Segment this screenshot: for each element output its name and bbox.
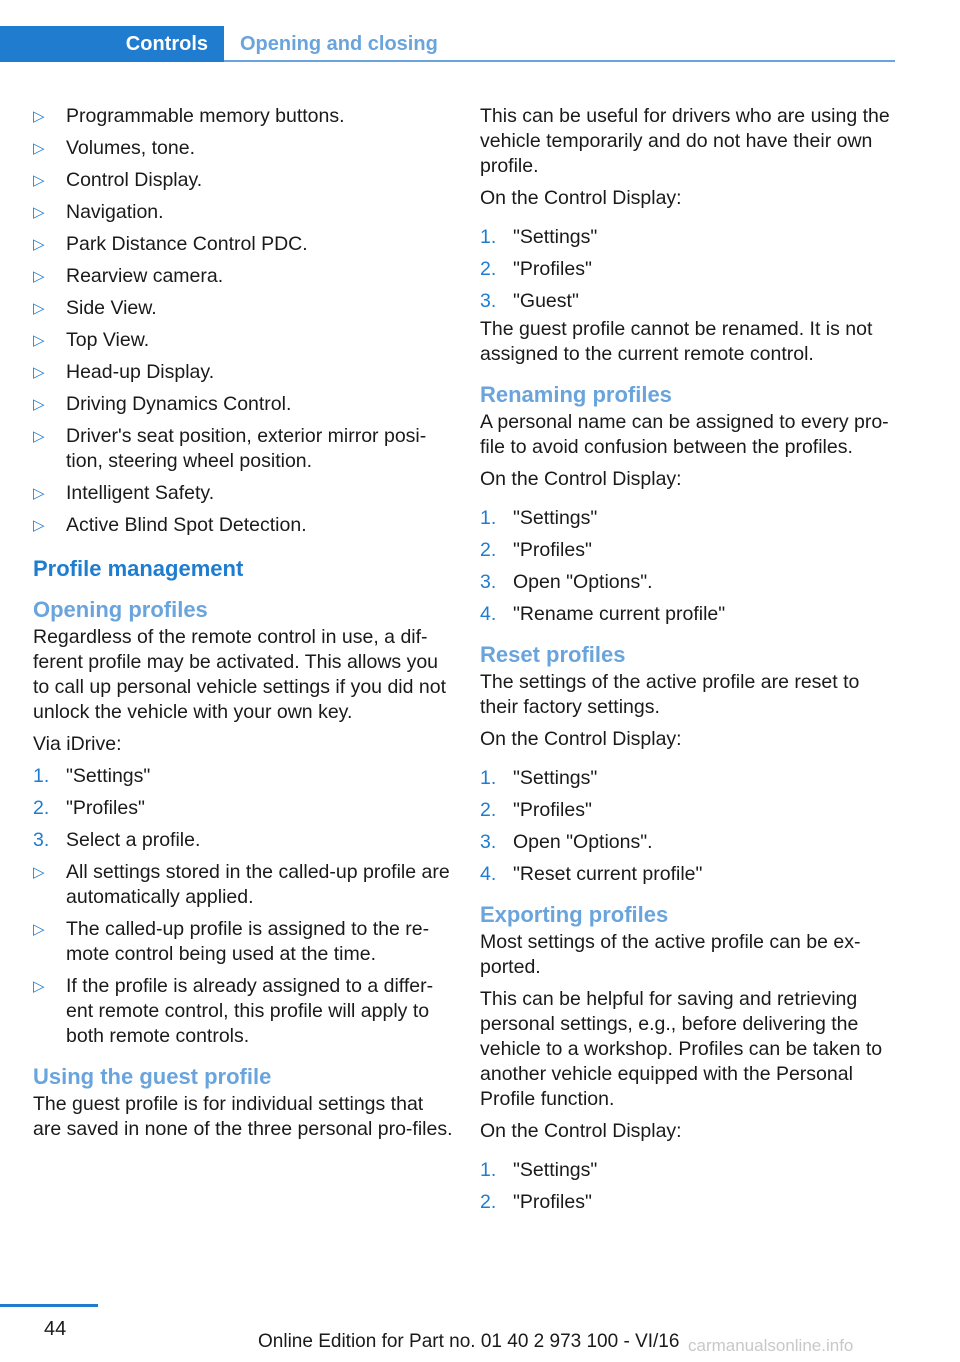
watermark: carmanualsonline.info: [688, 1336, 854, 1355]
bullet-icon: ▷: [33, 396, 45, 413]
bullet-icon: ▷: [33, 921, 45, 938]
list-item: ▷ Park Distance Control PDC.: [33, 233, 308, 255]
bullet-icon: ▷: [33, 204, 45, 221]
opening-notes: [33, 860, 453, 1049]
list-item: ▷ The called-up profile is assigned to the re‐mote control being used at the time.: [33, 918, 430, 965]
list-item: ▷ Driving Dynamics Control.: [33, 393, 292, 415]
subsection-tab: Opening and closing: [240, 32, 438, 55]
on-display-label: On the Control Display:: [480, 1120, 682, 1142]
step-item: 3. Open "Options".: [480, 571, 653, 593]
feature-list: [33, 104, 453, 538]
exporting-steps: [480, 1158, 900, 1215]
renaming-steps: [480, 506, 900, 627]
step-item: 3. "Guest": [480, 290, 579, 312]
reset-steps: [480, 766, 900, 887]
list-item: ▷ Intelligent Safety.: [33, 482, 215, 504]
list-item: ▷ If the profile is already assigned to a differ‐ent remote control, this profile will apply to both remote controls.: [33, 975, 434, 1047]
list-item: ▷ Top View.: [33, 329, 150, 351]
list-item: ▷ All settings stored in the called-up profile are automatically applied.: [33, 861, 450, 908]
step-item: 1. "Settings": [480, 1159, 598, 1181]
page-header: [0, 26, 895, 62]
list-item: ▷ Programmable memory buttons.: [33, 105, 345, 127]
reset-text: The settings of the active profile are reset to their factory settings.: [480, 671, 860, 718]
guest-profile-text: The guest profile is for individual settings that are saved in none of the three personal pro‐files.: [33, 1093, 453, 1140]
renaming-profiles-heading: Renaming profiles: [480, 382, 672, 407]
bullet-icon: ▷: [33, 300, 45, 317]
via-idrive-label: Via iDrive:: [33, 733, 122, 755]
list-item: ▷ Side View.: [33, 297, 157, 319]
list-item: ▷ Volumes, tone.: [33, 137, 195, 159]
step-item: 3. Open "Options".: [480, 831, 653, 853]
bullet-icon: ▷: [33, 978, 45, 995]
guest-profile-continued: This can be useful for drivers who are using the vehicle temporarily and do not have their own profile.: [480, 105, 890, 177]
list-item: ▷ Active Blind Spot Detection.: [33, 514, 307, 536]
opening-steps: [33, 764, 453, 853]
bullet-icon: ▷: [33, 517, 45, 534]
bullet-icon: ▷: [33, 236, 45, 253]
list-item: ▷ Head-up Display.: [33, 361, 215, 383]
step-item: 4. "Rename current profile": [480, 603, 726, 625]
edition-text: Online Edition for Part no. 01 40 2 973 100 - VI/16: [258, 1331, 680, 1352]
on-display-label: On the Control Display:: [480, 468, 682, 490]
reset-profiles-heading: Reset profiles: [480, 642, 626, 667]
list-item: ▷ Rearview camera.: [33, 265, 224, 287]
bullet-icon: ▷: [33, 332, 45, 349]
step-item: 1. "Settings": [480, 226, 598, 248]
bullet-icon: ▷: [33, 364, 45, 381]
guest-note: The guest profile cannot be renamed. It is not assigned to the current remote control.: [480, 318, 873, 365]
bullet-icon: ▷: [33, 428, 45, 445]
guest-profile-heading: Using the guest profile: [33, 1064, 272, 1089]
bullet-icon: ▷: [33, 268, 45, 285]
footer-rule: [0, 1304, 98, 1307]
opening-profiles-text: Regardless of the remote control in use, a dif‐ferent profile may be activated. This allows you to call up personal vehicle settings if you did not unlock the vehicle with your own key.: [33, 626, 446, 723]
step-item: 3. Select a profile.: [33, 829, 201, 851]
left-column: [33, 104, 453, 1149]
right-column: [480, 104, 900, 1222]
section-tab: Controls: [0, 26, 224, 62]
profile-management-heading: Profile management: [33, 556, 244, 581]
list-item: ▷ Driver's seat position, exterior mirror posi‐tion, steering wheel position.: [33, 425, 427, 472]
guest-steps: [480, 225, 900, 314]
step-item: 2. "Profiles": [480, 1191, 592, 1213]
step-item: 2. "Profiles": [480, 258, 592, 280]
bullet-icon: ▷: [33, 485, 45, 502]
exporting-text-2: This can be helpful for saving and retrieving personal settings, e.g., before delivering the vehicle to a workshop. Profiles can be taken to another vehicle equipped with the Personal Profile function.: [480, 988, 883, 1110]
list-item: ▷ Control Display.: [33, 169, 203, 191]
exporting-text-1: Most settings of the active profile can be ex‐ported.: [480, 931, 861, 978]
exporting-profiles-heading: Exporting profiles: [480, 902, 669, 927]
step-item: 4. "Reset current profile": [480, 863, 703, 885]
opening-profiles-heading: Opening profiles: [33, 597, 208, 622]
bullet-icon: ▷: [33, 140, 45, 157]
step-item: 1. "Settings": [480, 767, 598, 789]
step-item: 2. "Profiles": [480, 539, 592, 561]
on-display-label: On the Control Display:: [480, 728, 682, 750]
renaming-text: A personal name can be assigned to every pro‐file to avoid confusion between the profiles.: [480, 411, 889, 458]
step-item: 1. "Settings": [480, 507, 598, 529]
header-rule: [224, 60, 895, 62]
on-display-label: On the Control Display:: [480, 187, 682, 209]
step-item: 2. "Profiles": [480, 799, 592, 821]
bullet-icon: ▷: [33, 172, 45, 189]
bullet-icon: ▷: [33, 108, 45, 125]
page-number: 44: [44, 1318, 67, 1340]
bullet-icon: ▷: [33, 864, 45, 881]
step-item: 2. "Profiles": [33, 797, 145, 819]
step-item: 1. "Settings": [33, 765, 151, 787]
list-item: ▷ Navigation.: [33, 201, 164, 223]
